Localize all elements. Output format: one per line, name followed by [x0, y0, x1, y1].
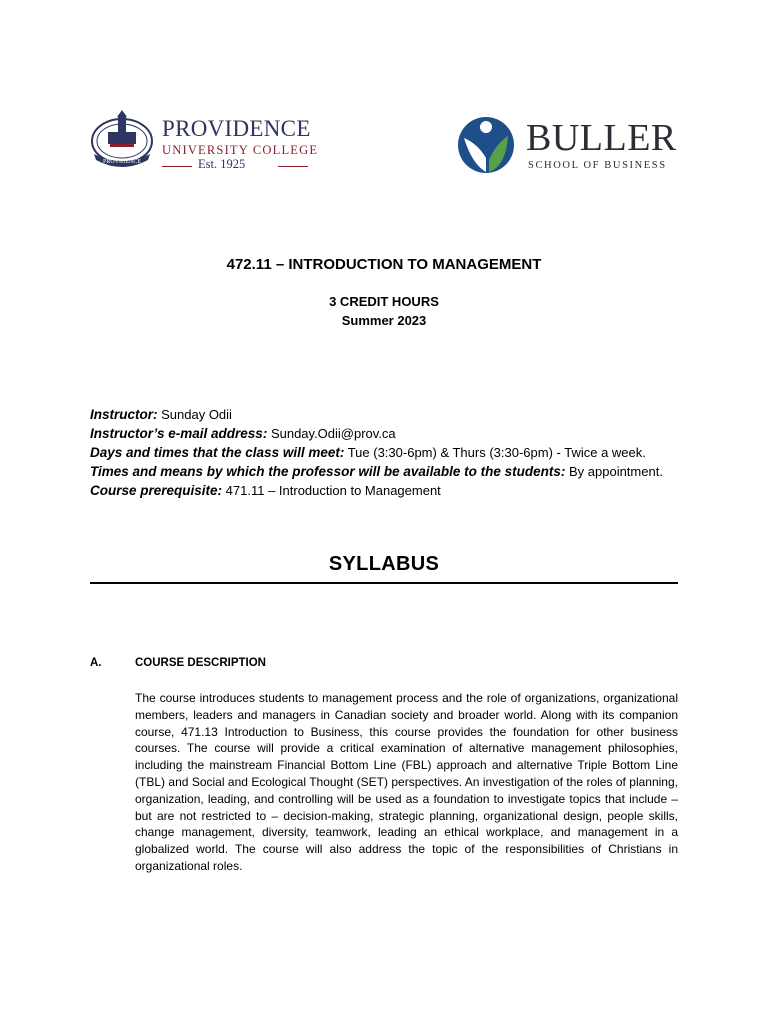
info-label: Instructor’s e-mail address:	[90, 426, 268, 441]
section-letter: A.	[90, 657, 102, 669]
info-availability	[90, 464, 663, 479]
info-label: Times and means by which the professor will be available to the students:	[90, 464, 566, 479]
info-label: Days and times that the class will meet:	[90, 445, 345, 460]
info-prerequisite	[90, 483, 441, 498]
providence-seal-icon	[88, 110, 156, 176]
divider	[162, 166, 192, 167]
providence-logo	[88, 110, 319, 176]
buller-subtitle: SCHOOL OF BUSINESS	[528, 160, 667, 171]
info-label: Course prerequisite:	[90, 483, 223, 498]
providence-est: Est. 1925	[198, 157, 246, 171]
syllabus-heading: SYLLABUS	[328, 553, 440, 575]
providence-name: PROVIDENCE	[162, 116, 311, 141]
heading-rule	[90, 582, 678, 584]
divider	[278, 166, 308, 167]
info-value: By appointment.	[565, 464, 663, 479]
providence-subtitle: UNIVERSITY COLLEGE	[162, 143, 319, 157]
info-schedule	[90, 445, 646, 460]
course-title: 472.11 – INTRODUCTION TO MANAGEMENT	[226, 256, 542, 273]
info-value: 471.11 – Introduction to Management	[222, 483, 441, 498]
course-description: The course introduces students to management process and the role of organizations, organizational members, leaders and managers in Canadian society and broader world. Along with its companion course, 471.13 Introduction to Business, this course provides the foundation for other business courses. The course will provide a critical examination of alternative management philosophies, including the mainstream Financial Bottom Line (FBL) approach and alternative Triple Bottom Line (TBL) and Social and Ecological Thought (SET) perspectives. An investigation of the roles of planning, organization, leading, and controlling will be used as a foundation to investigate topics that include – but are not restricted to – decision-making, strategic planning, organizational design, people skills, change management, diversity, teamwork, leading an ethical workplace, and management in a globalized world. The course will also address the topic of the responsibilities of Christians in organizational roles.	[135, 691, 678, 873]
info-email	[90, 426, 396, 441]
info-label: Instructor:	[90, 407, 158, 422]
providence-est-row	[162, 157, 308, 173]
course-term: Summer 2023	[341, 313, 427, 328]
buller-name: BULLER	[526, 117, 677, 159]
providence-seal-text: PROVIDENCE	[102, 159, 142, 165]
section-title: COURSE DESCRIPTION	[135, 657, 266, 669]
credit-hours: 3 CREDIT HOURS	[329, 294, 439, 309]
info-instructor	[90, 407, 232, 422]
info-value: Sunday Odii	[157, 407, 232, 422]
info-value: Tue (3:30-6pm) & Thurs (3:30-6pm) - Twice a week.	[344, 445, 646, 460]
buller-logo	[456, 114, 681, 178]
info-value: Sunday.Odii@prov.ca	[267, 426, 396, 441]
buller-mark-icon	[456, 114, 516, 176]
